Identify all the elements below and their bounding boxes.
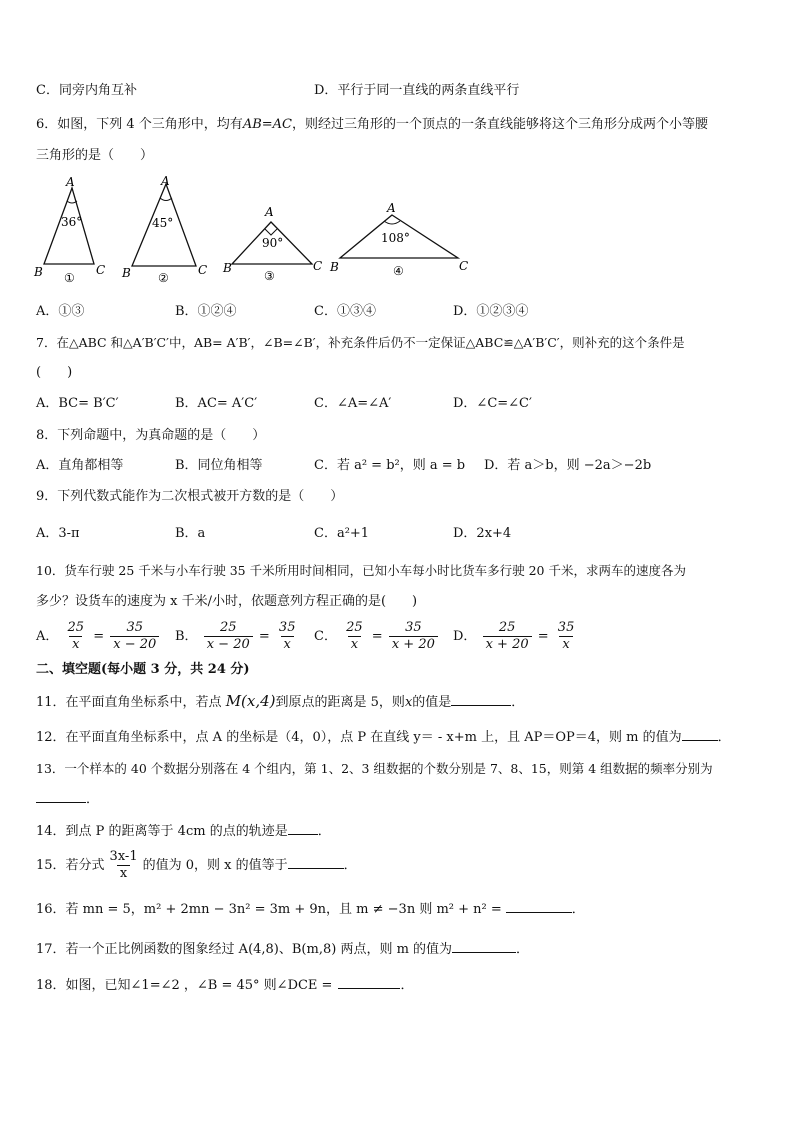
triangle-1-number: ① — [64, 271, 75, 285]
q10-option-a: A． $\frac{25}{x}$ = $\frac{35}{x - 20}$ — [36, 620, 161, 653]
triangle-4-angle: 108° — [381, 231, 410, 245]
q8-stem: 8．下列命题中，为真命题的是（ ） — [36, 428, 266, 443]
triangle-4-vertex-c: C — [459, 259, 469, 273]
triangle-2-angle-arc — [160, 198, 172, 201]
q17-answer-blank[interactable] — [452, 940, 516, 953]
q8-option-d: D．若 a＞b，则 −2a＞−2b — [484, 458, 652, 473]
q18-answer-blank[interactable] — [338, 976, 400, 989]
q8-option-a: A．直角都相等 — [36, 458, 124, 473]
q11: 11．在平面直角坐标系中，若点 M(x,4)到原点的距离是 5，则x的值是 ． — [36, 692, 525, 710]
q6-stem-line1: 6．如图，下列 4 个三角形中，均有AB=AC，则经过三角形的一个顶点的一条直线能够将这个三角形分成两个小等腰 — [36, 117, 708, 132]
fraction: $\frac{35}{x}$ — [557, 620, 575, 652]
q5-option-d: D．平行于同一直线的两条直线平行 — [314, 83, 520, 98]
fraction: $\frac{25}{x - 20}$ — [204, 620, 253, 653]
triangle-3-right-angle — [265, 229, 277, 235]
fraction: $\frac{35}{x - 20}$ — [110, 620, 159, 653]
fraction: $\frac{25}{x + 20}$ — [483, 620, 532, 653]
q12: 12．在平面直角坐标系中，点 A 的坐标是（4，0），点 P 在直线 y＝ - x+m 上，且 AP＝OP＝4，则 m 的值为 ． — [36, 730, 731, 745]
q12-answer-blank[interactable] — [682, 728, 718, 741]
q5-option-c: C．同旁内角互补 — [36, 83, 137, 98]
q10-option-d: D． $\frac{25}{x + 20}$ = $\frac{35}{x}$ — [453, 620, 579, 653]
triangle-1-angle: 36° — [61, 215, 83, 229]
q13-answer-blank[interactable] — [36, 790, 86, 803]
triangle-2-vertex-b: B — [122, 266, 131, 280]
q11-answer-blank[interactable] — [451, 693, 511, 706]
triangle-2-vertex-c: C — [198, 263, 208, 277]
q9-option-a: A．3-π — [36, 526, 80, 541]
q9-option-c: C．a²+1 — [314, 526, 370, 541]
triangle-2-angle: 45° — [152, 216, 174, 230]
triangle-4-vertex-b: B — [330, 260, 339, 274]
triangle-1-vertex-a: A — [66, 175, 75, 189]
section-2-heading: 二、填空题(每小题 3 分，共 24 分) — [36, 662, 250, 677]
triangle-4-angle-arc — [384, 221, 400, 224]
fraction: $\frac{25}{x}$ — [346, 620, 363, 652]
fraction: $\frac{3x-1}{x}$ — [109, 849, 138, 881]
q7-option-d: D．∠C=∠C′ — [453, 396, 532, 411]
triangle-2-number: ② — [158, 271, 169, 285]
q10-option-b: B． $\frac{25}{x - 20}$ = $\frac{35}{x}$ — [175, 620, 300, 653]
q10-option-c: C． $\frac{25}{x}$ = $\frac{35}{x + 20}$ — [314, 620, 440, 653]
q15-answer-blank[interactable] — [288, 856, 344, 869]
q6-option-d: D．①②③④ — [453, 304, 529, 319]
q7-option-a: A．BC= B′C′ — [36, 396, 119, 411]
q6-option-b: B．①②④ — [175, 304, 237, 319]
q13-line1: 13．一个样本的 40 个数据分别落在 4 个组内，第 1、2、3 组数据的个数分别是 7、8、15，则第 4 组数据的频率分别为 — [36, 761, 713, 776]
triangle-3-vertex-c: C — [313, 259, 323, 273]
q7-option-b: B．AC= A′C′ — [175, 396, 258, 411]
q13-line2: ． — [36, 790, 99, 809]
q7-stem-line1: 7．在△ABC 和△A′B′C′中，AB= A′B′，∠B=∠B′，补充条件后仍不一定保证△ABC≌△A′B′C′，则补充的这个条件是 — [36, 335, 685, 350]
q9-option-d: D．2x+4 — [453, 526, 512, 541]
q6-stem-line2: 三角形的是（ ） — [36, 148, 154, 163]
q7-stem-line2: ( ) — [36, 365, 73, 380]
q16-answer-blank[interactable] — [506, 900, 572, 913]
q17: 17．若一个正比例函数的图象经过 A(4,8)、B(m,8) 两点，则 m 的值为 ． — [36, 942, 530, 957]
q18: 18．如图，已知∠1=∠2 ，∠B = 45° 则∠DCE = ． — [36, 978, 414, 993]
q16: 16．若 mn = 5，m² + 2mn − 3n² = 3m + 9n，且 m ≠ −3n 则 m² + n² = ． — [36, 902, 585, 917]
fraction: $\frac{35}{x + 20}$ — [389, 620, 438, 653]
triangle-1-vertex-c: C — [96, 263, 106, 277]
q6-option-a: A．①③ — [36, 304, 85, 319]
triangle-3-vertex-b: B — [223, 261, 232, 275]
q14-answer-blank[interactable] — [288, 822, 318, 835]
q6-option-c: C．①③④ — [314, 304, 376, 319]
q6-triangle-figures — [30, 172, 480, 287]
q6-condition: AB=AC — [242, 117, 292, 132]
q9-stem: 9．下列代数式能作为二次根式被开方数的是（ ） — [36, 489, 344, 504]
q15: 15．若分式 $\frac{3x-1}{x}$ 的值为 0，则 x 的值等于 ． — [36, 849, 357, 881]
triangle-4-vertex-a: A — [387, 201, 396, 215]
triangle-2-vertex-a: A — [161, 174, 170, 188]
q10-stem-line2: 多少？设货车的速度为 x 千米/小时，依题意列方程正确的是( ) — [36, 594, 418, 609]
triangle-3-number: ③ — [264, 269, 275, 283]
triangle-3-angle: 90° — [262, 236, 284, 250]
q14: 14．到点 P 的距离等于 4cm 的点的轨迹是 ． — [36, 824, 331, 839]
q8-option-c: C．若 a² = b²，则 a = b — [314, 458, 466, 473]
q8-option-b: B．同位角相等 — [175, 458, 263, 473]
q7-option-c: C．∠A=∠A′ — [314, 396, 392, 411]
triangle-3-vertex-a: A — [265, 205, 274, 219]
fraction: $\frac{25}{x}$ — [67, 620, 85, 652]
q9-option-b: B．a — [175, 526, 206, 541]
q10-stem-line1: 10．货车行驶 25 千米与小车行驶 35 千米所用时间相同，已知小车每小时比货车多行驶 20 千米，求两车的速度各为 — [36, 563, 686, 578]
triangle-4-number: ④ — [393, 264, 404, 278]
triangle-1-vertex-b: B — [34, 265, 43, 279]
fraction: $\frac{35}{x}$ — [278, 620, 296, 652]
